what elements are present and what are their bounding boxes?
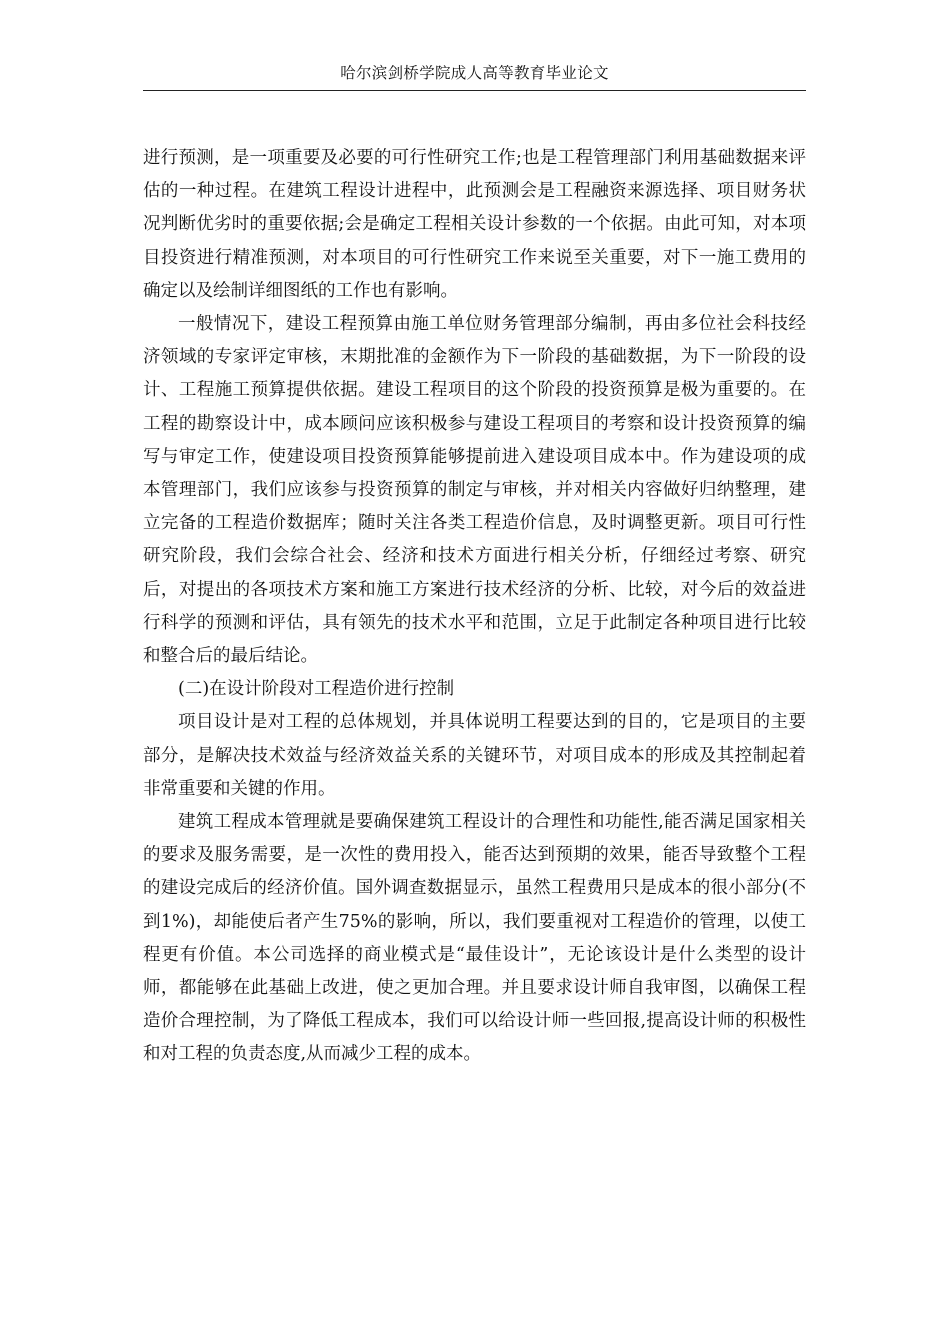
section-heading: (二)在设计阶段对工程造价进行控制 [178,679,455,700]
body-text [143,142,806,1072]
paragraph: 项目设计是对工程的总体规划，并具体说明工程要达到的目的，它是项目的主要部分，是解决技术效益与经济效益关系的关键环节，对项目成本的形成及其控制起着非常重要和关键的作用。 [143,712,806,799]
page-header-title: 哈尔滨剑桥学院成人高等教育毕业论文 [340,64,609,82]
paragraph-continued: 进行预测，是一项重要及必要的可行性研究工作;也是工程管理部门利用基础数据来评估的一种过程。在建筑工程设计进程中，此预测会是工程融资来源选择、项目财务状况判断优劣时的重要依据;会是确定工程相关设计参数的一个依据。由此可知，对本项目投资进行精准预测，对本项目的可行性研究工作来说至关重要，对下一施工费用的确定以及绘制详细图纸的工作也有影响。 [143,148,806,301]
header-divider [143,90,806,91]
paragraph: 建筑工程成本管理就是要确保建筑工程设计的合理性和功能性,能否满足国家相关的要求及服务需要，是一次性的费用投入，能否达到预期的效果，能否导致整个工程的建设完成后的经济价值。国外调查数据显示，虽然工程费用只是成本的很小部分(不到1%)，却能使后者产生75%的影响，所以，我们要重视对工程造价的管理，以使工程更有价值。本公司选择的商业模式是“最佳设计”，无论该设计是什么类型的设计师，都能够在此基础上改进，使之更加合理。并且要求设计师自我审图，以确保工程造价合理控制，为了降低工程成本，我们可以给设计师一些回报,提高设计师的积极性和对工程的负责态度,从而减少工程的成本。 [143,812,806,1065]
paragraph: 一般情况下，建设工程预算由施工单位财务管理部分编制，再由多位社会科技经济领域的专家评定审核，末期批准的金额作为下一阶段的基础数据，为下一阶段的设计、工程施工预算提供依据。建设工程项目的这个阶段的投资预算是极为重要的。在工程的勘察设计中，成本顾问应该积极参与建设工程项目的考察和设计投资预算的编写与审定工作，使建设项目投资预算能够提前进入建设项目成本中。作为建设项的成本管理部门，我们应该参与投资预算的制定与审核，并对相关内容做好归纳整理，建立完备的工程造价数据库；随时关注各类工程造价信息，及时调整更新。项目可行性研究阶段，我们会综合社会、经济和技术方面进行相关分析，仔细经过考察、研究后，对提出的各项技术方案和施工方案进行技术经济的分析、比较，对今后的效益进行科学的预测和评估，具有领先的技术水平和范围，立足于此制定各种项目进行比较和整合后的最后结论。 [143,314,806,667]
